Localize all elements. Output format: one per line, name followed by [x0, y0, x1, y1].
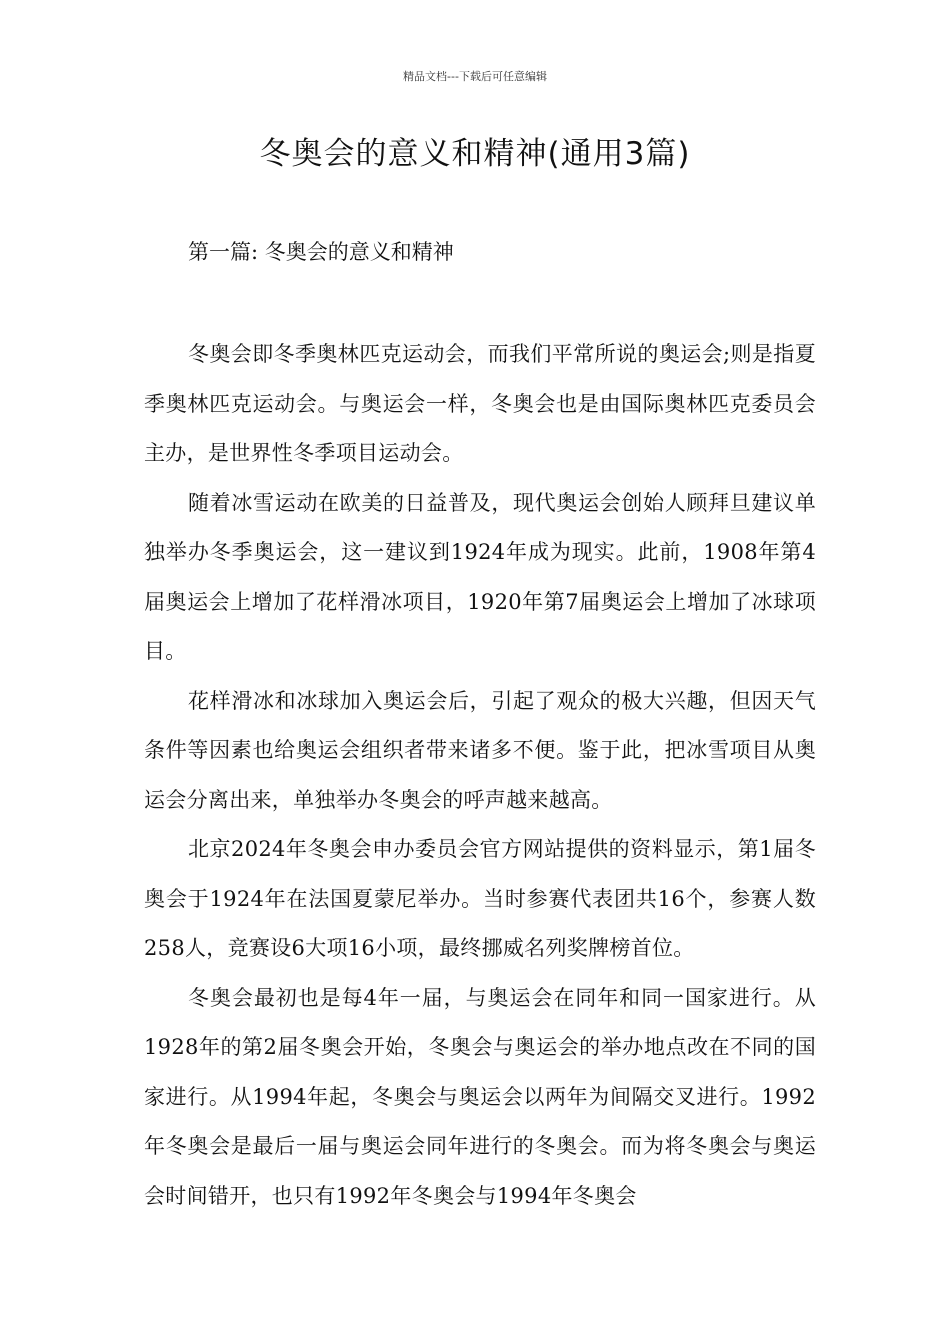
paragraph: 冬奥会即冬季奥林匹克运动会，而我们平常所说的奥运会;则是指夏季奥林匹克运动会。与奥运会一样，冬奥会也是由国际奥林匹克委员会主办，是世界性冬季项目运动会。: [144, 342, 816, 465]
document-title: 冬奥会的意义和精神(通用3篇): [259, 136, 691, 172]
header-note: 精品文档---下载后可任意编辑: [403, 70, 547, 83]
section-heading: 第一篇: 冬奥会的意义和精神: [188, 240, 454, 264]
paragraph: 花样滑冰和冰球加入奥运会后，引起了观众的极大兴趣，但因天气条件等因素也给奥运会组织者带来诸多不便。鉴于此，把冰雪项目从奥运会分离出来，单独举办冬奥会的呼声越来越高。: [144, 688, 816, 812]
body-text: [144, 330, 816, 1221]
paragraph: 随着冰雪运动在欧美的日益普及，现代奥运会创始人顾拜旦建议单独举办冬季奥运会，这一建议到1924年成为现实。此前，1908年第4届奥运会上增加了花样滑冰项目，1920年第7届奥运会上增加了冰球项目。: [144, 490, 816, 663]
paragraph: 北京2024年冬奥会申办委员会官方网站提供的资料显示，第1届冬奥会于1924年在法国夏蒙尼举办。当时参赛代表团共16个，参赛人数258人，竞赛设6大项16小项，最终挪威名列奖牌榜首位。: [144, 837, 816, 960]
paragraph: 冬奥会最初也是每4年一届，与奥运会在同年和同一国家进行。从1928年的第2届冬奥会开始，冬奥会与奥运会的举办地点改在不同的国家进行。从1994年起，冬奥会与奥运会以两年为间隔交叉进行。1992年冬奥会是最后一届与奥运会同年进行的冬奥会。而为将冬奥会与奥运会时间错开，也只有1992年冬奥会与1994年冬奥会: [144, 985, 816, 1208]
